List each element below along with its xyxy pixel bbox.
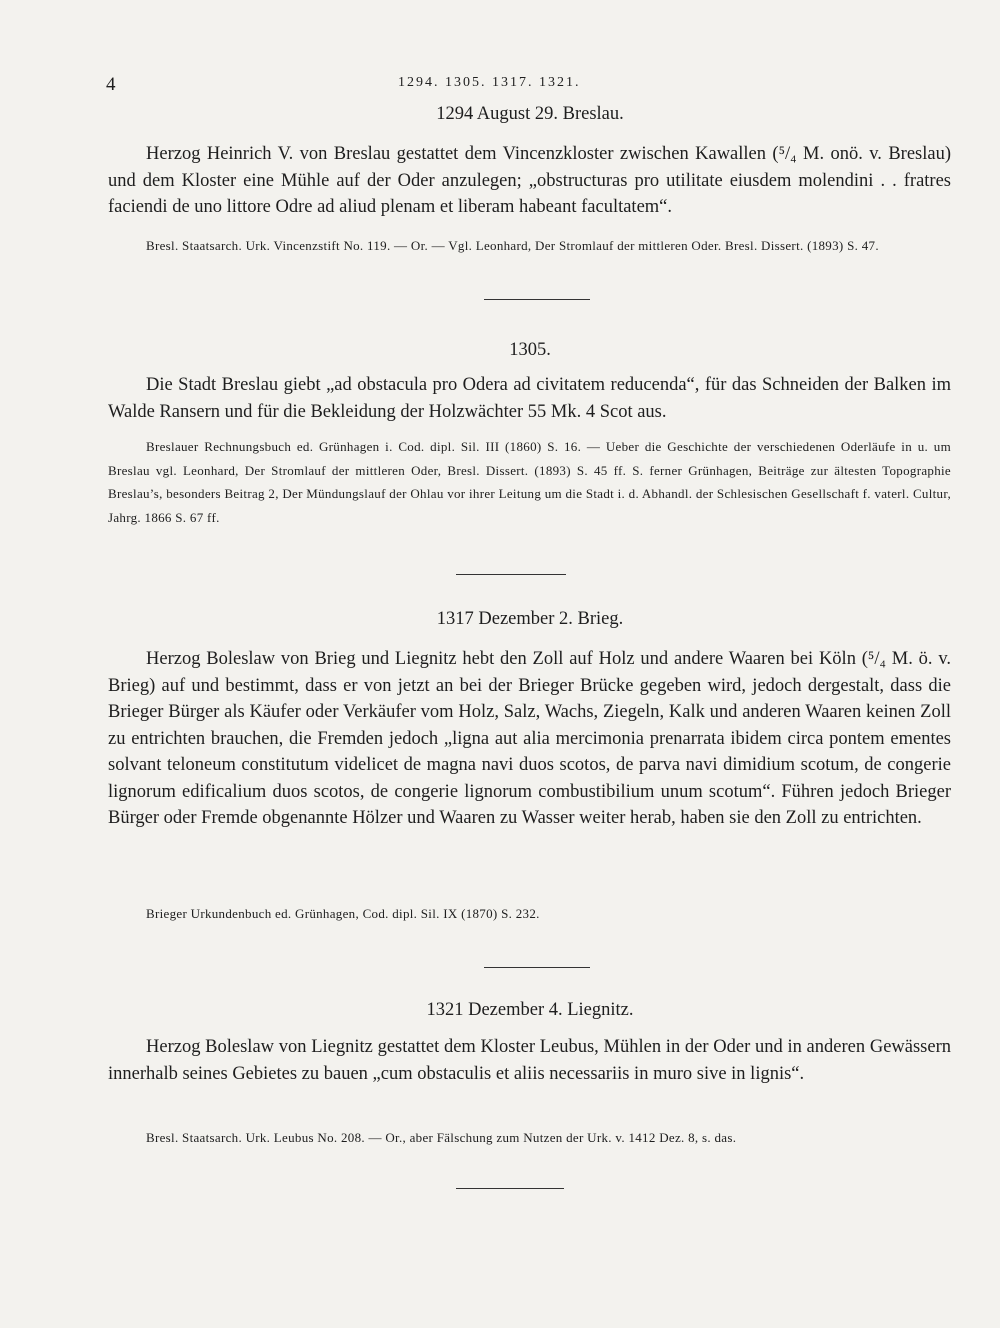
entry-source-1321: Bresl. Staatsarch. Urk. Leubus No. 208. — Or., aber Fälschung zum Nutzen der Urk. v. 1412 Dez. 8, s. das. [146, 1130, 737, 1145]
entry-text-1305: Die Stadt Breslau giebt „ad obstacula pro Odera ad civitatem reducenda“, für das Schneiden der Balken im Walde Ransern und für die Bekleidung der Holzwächter 55 Mk. 4 Scot aus. [108, 375, 951, 422]
entry-text-1317: Herzog Boleslaw von Brieg und Liegnitz hebt den Zoll auf Holz und andere Waaren bei Köln (⁵/₄ M. ö. v. Brieg) auf und bestimmt, dass er von jetzt an bei der Brieger Brücke gegeben wird, jedoch dergestalt, dass die Brieger Bürger als Käufer oder Verkäufer vom Holz, Salz, Wachs, Ziegeln, Kalk und anderen Waaren keinen Zoll zu entrichten brauchen, die Fremden jedoch „ligna aut alia mercimonia prenarrata ibidem circa pontem ementes solvant teloneum constitutum videlicet de magna navi duos scotos, de parva navi dimidium scotum, de congerie lignorum edificalium duos scotos, de congerie lignorum combustibilium unum scotum“. Führen jedoch Brieger Bürger oder Fremde obgenannte Hölzer und Waaren zu Wasser weiter herab, haben sie den Zoll zu entrichten. [108, 649, 951, 828]
entry-text-1294: Herzog Heinrich V. von Breslau gestattet dem Vincenzkloster zwischen Kawallen (⁵/₄ M. onö. v. Breslau) und dem Kloster eine Mühle auf der Oder anzulegen; „obstructuras pro utilitate eiusdem molendini . . fratres faciendi de uno littore Odre ad aliud plenam et liberam habeant facultatem“. [108, 144, 951, 217]
page-number: 4 [106, 74, 116, 95]
section-divider [484, 299, 590, 300]
entry-heading-1321: 1321 Dezember 4. Liegnitz. [426, 1000, 634, 1020]
section-divider [456, 574, 566, 575]
running-title: 1294. 1305. 1317. 1321. [398, 75, 581, 90]
entry-source-1294: Bresl. Staatsarch. Urk. Vincenzstift No. 119. — Or. — Vgl. Leonhard, Der Stromlauf der mittleren Oder. Bresl. Dissert. (1893) S. 47. [146, 238, 879, 253]
entry-source-1317: Brieger Urkundenbuch ed. Grünhagen, Cod. dipl. Sil. IX (1870) S. 232. [146, 906, 540, 921]
section-divider [484, 967, 590, 968]
entry-source-1305: Breslauer Rechnungsbuch ed. Grünhagen i. Cod. dipl. Sil. III (1860) S. 16. — Ueber die Geschichte der verschiedenen Oderläufe in u. um Breslau vgl. Leonhard, Der Stromlauf der mittleren Oder, Bresl. Dissert. (1893) S. 45 ff. S. ferner Grünhagen, Beiträge zur ältesten Topographie Breslau’s, besonders Beitrag 2, Der Mündungslauf der Ohlau vor ihrer Leitung um die Stadt i. d. Abhandl. der Schlesischen Gesellschaft f. vaterl. Cultur, Jahrg. 1866 S. 67 ff. [108, 439, 951, 525]
section-divider [456, 1188, 564, 1189]
entry-heading-1317: 1317 Dezember 2. Brieg. [436, 609, 624, 629]
entry-heading-1294: 1294 August 29. Breslau. [436, 104, 624, 124]
entry-heading-1305: 1305. [509, 340, 551, 360]
entry-text-1321: Herzog Boleslaw von Liegnitz gestattet dem Kloster Leubus, Mühlen in der Oder und in anderen Gewässern innerhalb seines Gebietes zu bauen „cum obstaculis et aliis necessariis in muro sive in lignis“. [108, 1037, 951, 1084]
